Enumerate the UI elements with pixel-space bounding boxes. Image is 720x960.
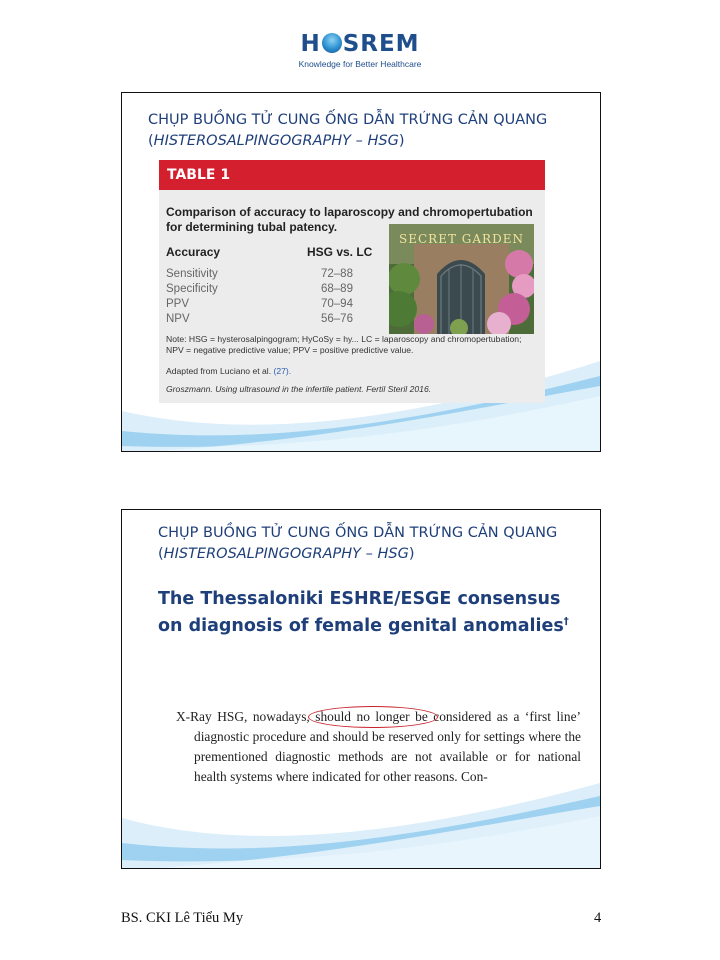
column-header-accuracy: Accuracy bbox=[166, 245, 221, 259]
adapted-text: Adapted from Luciano et al. bbox=[166, 366, 272, 376]
slide-2-title-line2 bbox=[158, 544, 557, 565]
row-label: PPV bbox=[166, 298, 190, 310]
secret-garden-image bbox=[389, 224, 534, 334]
table-note: Note: HSG = hysterosalpingogram; HyCoSy = hy... LC = laparoscopy and chromopertubation; NPV = negative predictive value; PPV = positive predictive value. bbox=[166, 334, 522, 355]
table-adapted-from bbox=[166, 366, 291, 376]
footer-author: BS. CKI Lê Tiểu My bbox=[121, 910, 244, 926]
slide-2-title-line1: CHỤP BUỒNG TỬ CUNG ỐNG DẪN TRỨNG CẢN QUANG bbox=[158, 525, 558, 541]
slide-2-subtitle: HISTEROSALPINGOGRAPHY – HSG bbox=[163, 546, 409, 562]
hosrem-logo bbox=[290, 30, 430, 80]
slide-1-title bbox=[148, 110, 547, 152]
logo-tagline: Knowledge for Better Healthcare bbox=[298, 59, 422, 69]
consensus-heading bbox=[158, 588, 578, 637]
dagger-mark: † bbox=[563, 615, 569, 627]
paren-open: ( bbox=[148, 133, 154, 149]
table-row bbox=[166, 268, 366, 283]
table-band: TABLE 1 bbox=[159, 160, 545, 190]
red-highlight-circle bbox=[308, 706, 438, 728]
page-number: 4 bbox=[594, 910, 602, 926]
row-label: Sensitivity bbox=[166, 268, 218, 280]
excerpt-paragraph: X-Ray HSG, nowadays, should no longer be considered as a ‘first line’ diagnostic procedure and should be reserved only for settings where the prementioned diagnostic methods are not available or for national health systems where indicated for other reasons. Con- bbox=[176, 709, 581, 784]
blue-swoosh-decoration bbox=[122, 758, 600, 868]
logo-letter-h: H bbox=[300, 31, 321, 57]
slide-1-title-line2 bbox=[148, 131, 547, 152]
paren-close: ) bbox=[408, 546, 415, 562]
logo-wordmark bbox=[290, 30, 430, 58]
row-value: 70–94 bbox=[321, 298, 353, 310]
row-label: Specificity bbox=[166, 283, 218, 295]
logo-letters-srem: SREM bbox=[342, 31, 420, 57]
table-row bbox=[166, 283, 366, 298]
slide-1 bbox=[121, 92, 601, 452]
slide-1-title-line1: CHỤP BUỒNG TỬ CUNG ỐNG DẪN TRỨNG CẢN QUANG bbox=[148, 112, 548, 128]
garden-label: SECRET GARDEN bbox=[399, 232, 524, 246]
row-value: 56–76 bbox=[321, 313, 353, 325]
table-row bbox=[166, 298, 366, 313]
slide-2-title bbox=[158, 523, 557, 565]
row-label: NPV bbox=[166, 313, 190, 325]
table-caption: Comparison of accuracy to laparoscopy and chromopertubation for determining tubal patency. bbox=[166, 205, 533, 234]
consensus-title-text: The Thessaloniki ESHRE/ESGE consensus on diagnosis of female genital anomalies bbox=[158, 589, 564, 636]
table-source: Groszmann. Using ultrasound in the infertile patient. Fertil Steril 2016. bbox=[166, 384, 432, 394]
globe-icon bbox=[322, 33, 342, 53]
row-value: 68–89 bbox=[321, 283, 353, 295]
adapted-ref-link: (27). bbox=[273, 366, 292, 376]
slide-2 bbox=[121, 509, 601, 869]
row-value: 72–88 bbox=[321, 268, 353, 280]
paren-close: ) bbox=[398, 133, 405, 149]
column-header-hsg-vs-lc: HSG vs. LC bbox=[307, 245, 373, 259]
slide-1-subtitle: HISTEROSALPINGOGRAPHY – HSG bbox=[153, 133, 399, 149]
table-row bbox=[166, 313, 366, 328]
paren-open: ( bbox=[158, 546, 164, 562]
